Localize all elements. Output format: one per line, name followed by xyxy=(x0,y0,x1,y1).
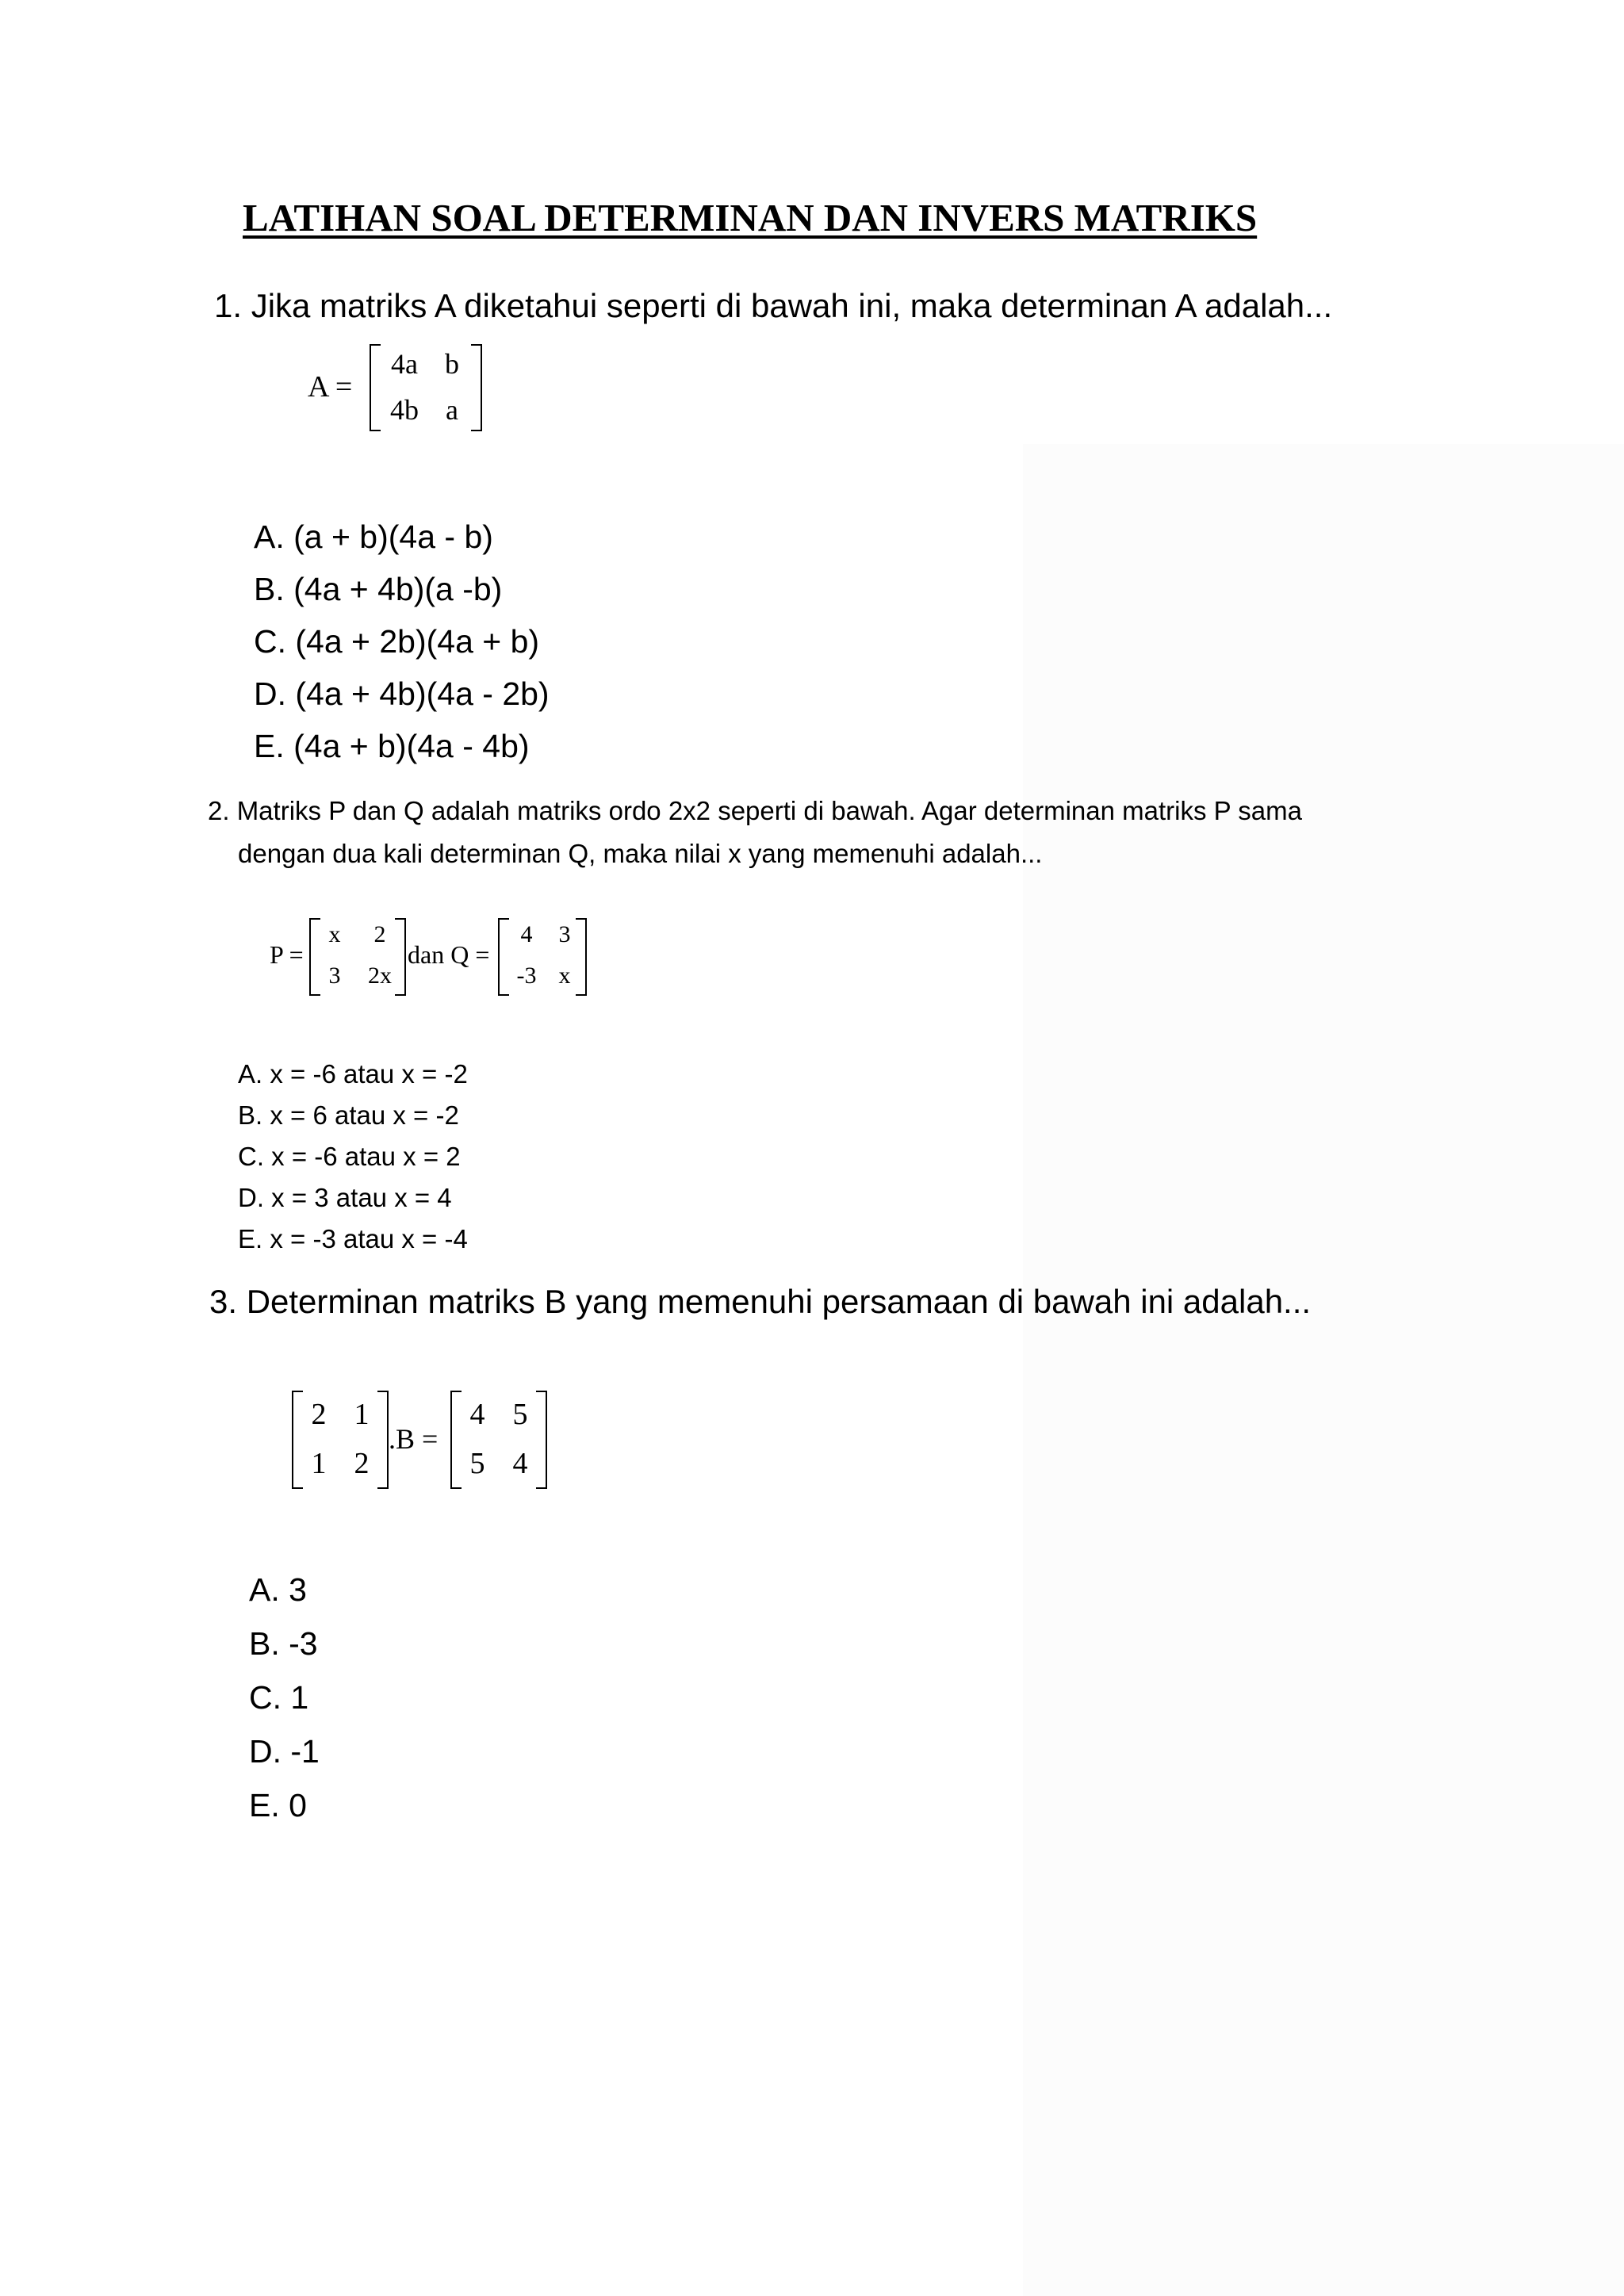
q2-option-b[interactable]: B. x = 6 atau x = -2 xyxy=(238,1100,459,1130)
matrix-cell: 4b xyxy=(390,394,419,426)
matrix-cell: 2 xyxy=(373,921,386,947)
matrix-q xyxy=(498,918,587,996)
matrix-left xyxy=(292,1391,389,1489)
matrix-cell: 2x xyxy=(368,962,392,989)
matrix-a xyxy=(370,344,482,431)
question-2-text-line1: 2. Matriks P dan Q adalah matriks ordo 2x2 seperti di bawah. Agar determinan matriks P sama xyxy=(208,796,1302,825)
matrix-cell: 2 xyxy=(354,1447,370,1480)
matrix-cell: -3 xyxy=(516,962,537,989)
matrix-cell: 4 xyxy=(469,1398,485,1431)
q3-option-a[interactable]: A. 3 xyxy=(249,1571,307,1608)
q2-option-e[interactable]: E. x = -3 atau x = -4 xyxy=(238,1224,468,1253)
q2-option-d[interactable]: D. x = 3 atau x = 4 xyxy=(238,1183,452,1212)
matrix-cell: 3 xyxy=(558,921,571,947)
q1-option-e[interactable]: E. (4a + b)(4a - 4b) xyxy=(254,728,530,764)
matrix-cell: x xyxy=(328,921,341,947)
matrix-cell: 2 xyxy=(311,1398,327,1431)
matrix-q-label: dan Q = xyxy=(408,940,490,969)
matrix-a-label: A = xyxy=(308,370,353,404)
q3-option-d[interactable]: D. -1 xyxy=(249,1733,320,1770)
q1-option-a[interactable]: A. (a + b)(4a - b) xyxy=(254,519,493,555)
q1-option-d[interactable]: D. (4a + 4b)(4a - 2b) xyxy=(254,675,550,712)
matrix-cell: 1 xyxy=(354,1398,370,1431)
matrix-p xyxy=(309,918,406,996)
question-1-text: 1. Jika matriks A diketahui seperti di bawah ini, maka determinan A adalah... xyxy=(214,287,1333,324)
matrix-cell: a xyxy=(446,394,458,426)
matrix-cell: 4a xyxy=(391,348,418,380)
q1-option-c[interactable]: C. (4a + 2b)(4a + b) xyxy=(254,623,540,660)
q3-option-c[interactable]: C. 1 xyxy=(249,1679,309,1716)
q2-option-a[interactable]: A. x = -6 atau x = -2 xyxy=(238,1059,468,1089)
question-3-text: 3. Determinan matriks B yang memenuhi persamaan di bawah ini adalah... xyxy=(209,1283,1312,1320)
bracket-right xyxy=(536,1391,547,1489)
matrix-cell: 1 xyxy=(311,1447,327,1480)
matrix-cell: 4 xyxy=(512,1447,528,1480)
q3-option-e[interactable]: E. 0 xyxy=(249,1787,307,1823)
bracket-left xyxy=(370,344,381,431)
q1-option-b[interactable]: B. (4a + 4b)(a -b) xyxy=(254,571,503,607)
matrix-cell: 3 xyxy=(328,962,341,989)
matrix-p-label: P = xyxy=(270,940,304,969)
matrix-cell: x xyxy=(558,962,571,989)
q2-option-c[interactable]: C. x = -6 atau x = 2 xyxy=(238,1142,461,1171)
page-shading xyxy=(1023,444,1624,2296)
matrix-right xyxy=(450,1391,547,1489)
matrix-cell: 4 xyxy=(520,921,533,947)
page-title: LATIHAN SOAL DETERMINAN DAN INVERS MATRIKS xyxy=(243,196,1258,239)
q3-option-b[interactable]: B. -3 xyxy=(249,1625,318,1662)
matrix-cell: 5 xyxy=(512,1398,528,1431)
bracket-right xyxy=(377,1391,389,1489)
equation-connector: .B = xyxy=(389,1423,439,1455)
matrix-cell: b xyxy=(445,348,459,380)
matrix-cell: 5 xyxy=(469,1447,485,1480)
question-2-text-line2: dengan dua kali determinan Q, maka nilai x yang memenuhi adalah... xyxy=(238,839,1043,868)
bracket-right xyxy=(471,344,482,431)
